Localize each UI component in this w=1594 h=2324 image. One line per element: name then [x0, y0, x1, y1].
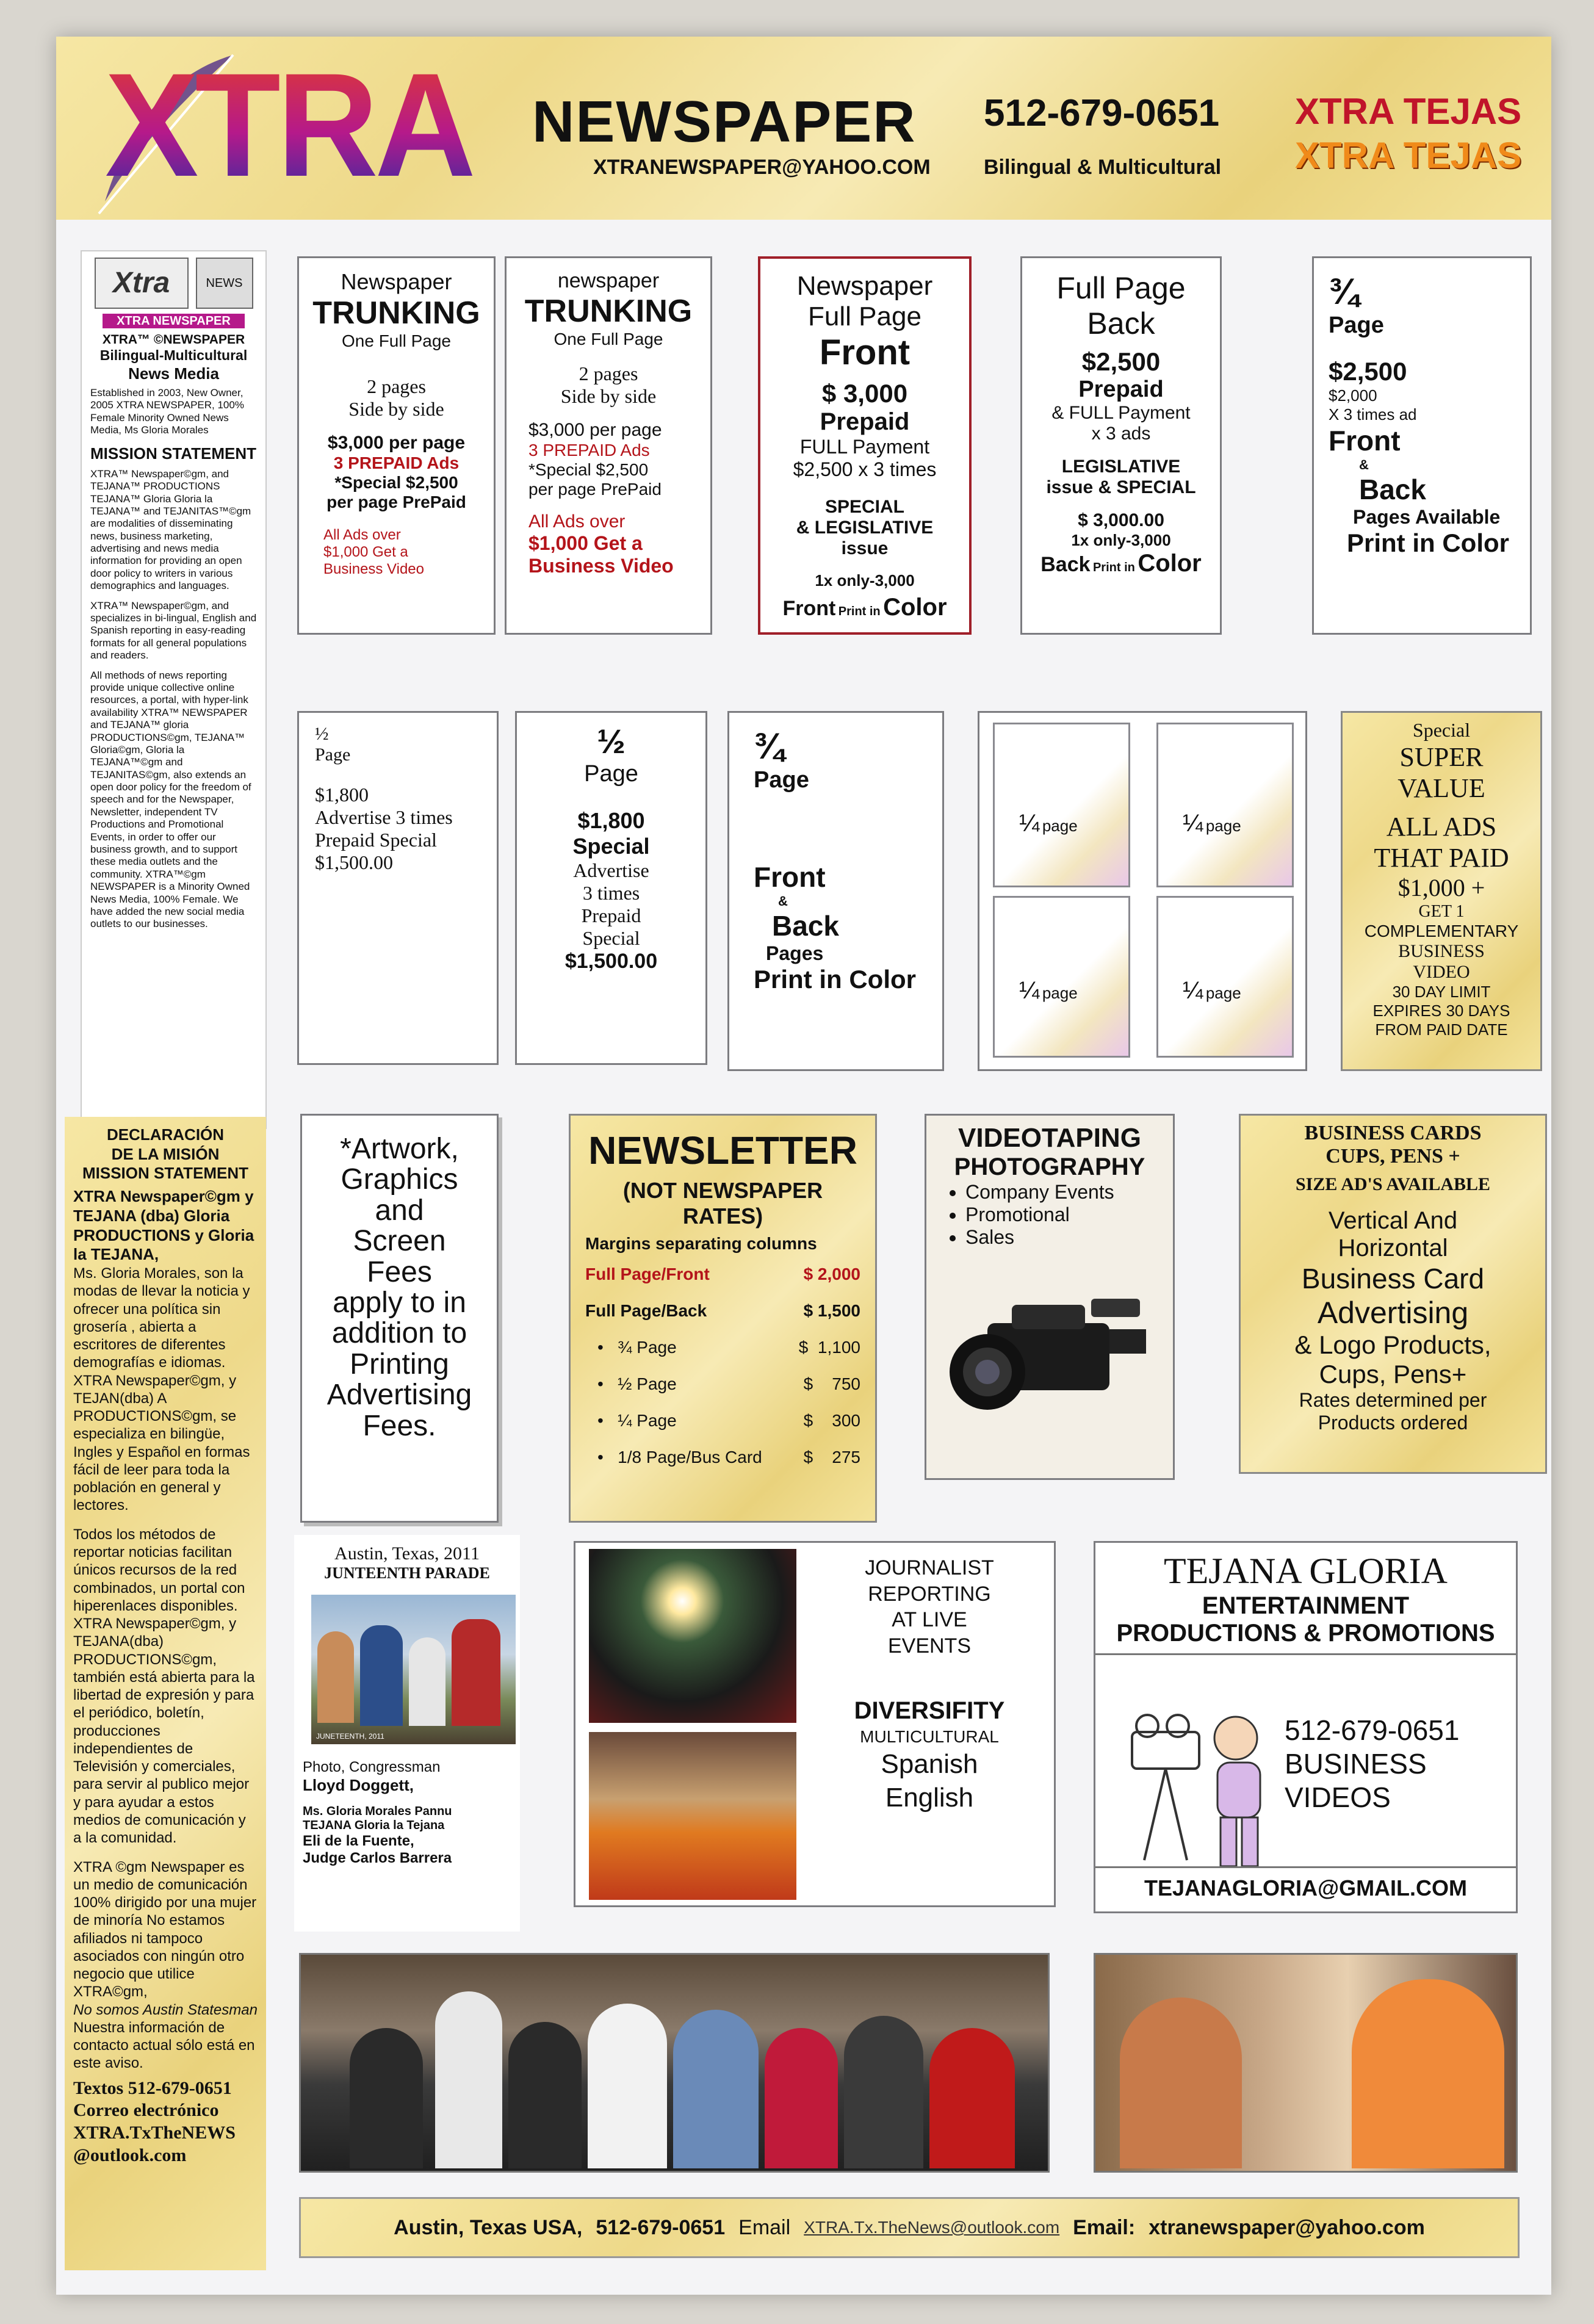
quarter-page-grid [978, 711, 1307, 1071]
front-prepaid: Prepaid [820, 408, 910, 435]
trunking-2-over: All Ads over [528, 511, 626, 532]
trunking-2-video: Business Video [528, 555, 674, 577]
super-that-paid: THAT PAID [1374, 843, 1509, 873]
concert-photo [589, 1549, 796, 1723]
footer-yahoo-email[interactable]: xtranewspaper@yahoo.com [1149, 2215, 1425, 2239]
spanish-para-2: Todos los métodos de reportar noticias facilitan únicos recursos de la red combinados, un portal con hiperenlaces disponibles. XTRA Newspaper©gm, y TEJANA(dba) PRODUCTIONS©gm, también está abierta para la libertad de expresión y para el periódico, boletín, producciones independientes de Televisión y comerciales, para servir al publico mejor y para ayudar a estos medios de comunicación y a la comunidad. [73, 1526, 255, 1847]
quarter-2-fraction: ¼ [1183, 810, 1203, 837]
artwork-line-9: Advertising [326, 1379, 472, 1412]
three-q-page: Page [1329, 312, 1384, 338]
declaracion-title-2: DE LA MISIÓN [111, 1144, 220, 1163]
half-2-special: Special [572, 834, 650, 859]
quarter-1-label: page [1042, 817, 1078, 835]
video-item-promotional: • Promotional [965, 1204, 1162, 1226]
back-times: x 3 ads [1091, 424, 1151, 444]
cards-products: Products ordered [1318, 1412, 1468, 1434]
super-special: Special [1412, 719, 1471, 741]
back-label-2: Back [1087, 306, 1155, 341]
junteenth-parade [294, 1535, 520, 1932]
three-q-available: Pages Available [1353, 506, 1501, 528]
front-issue: issue [841, 538, 889, 558]
back-label-1: Full Page [1056, 271, 1186, 305]
half-1-special-price: $1,500.00 [315, 851, 393, 873]
sidebar-intro: Established in 2003, New Owner, 2005 XTRA NEWSPAPER, 100% Female Minority Owned News Media, Ms Gloria Morales [90, 386, 244, 436]
trunking-1-over: All Ads over [323, 527, 401, 543]
three-q-print: Print in Color [1347, 529, 1509, 557]
tejana-gloria-box [1094, 1541, 1518, 1913]
contact-email-2: @outlook.com [73, 2145, 187, 2165]
junteenth-photo [311, 1595, 516, 1744]
mission-sidebar [81, 250, 267, 1129]
quarter-3-fraction: ¼ [1019, 977, 1040, 1004]
three-q-price: $2,500 [1329, 357, 1407, 386]
sidebar-banner: XTRA NEWSPAPER [103, 314, 245, 328]
journalist-english: English [885, 1783, 974, 1813]
half-1-price: $1,800 [315, 784, 369, 806]
cards-business-card: Business Card [1301, 1263, 1485, 1294]
super-complementary: COMPLEMENTARY [1364, 922, 1519, 940]
tejana-videos: VIDEOS [1285, 1781, 1391, 1814]
trunking-1-special: *Special $2,500 [334, 473, 458, 492]
junteenth-caption-3: Ms. Gloria Morales Pannu [303, 1805, 452, 1818]
journalist-line-1: JOURNALIST [865, 1556, 994, 1579]
super-expires: EXPIRES 30 DAYS [1372, 1001, 1510, 1020]
spanish-bold-intro: XTRA Newspaper©gm y TEJANA (dba) Gloria PRODUCTIONS y Gloria la TEJANA, [73, 1187, 254, 1264]
journalist-spanish: Spanish [881, 1749, 978, 1779]
half-1-special: Prepaid Special [315, 829, 437, 851]
tejana-email: TEJANAGLORIA@GMAIL.COM [1095, 1866, 1516, 1901]
news-thumbnail: NEWS [196, 258, 253, 309]
newsletter-row-half: • ½ Page $ 750 [597, 1374, 860, 1393]
junteenth-caption-5: Eli de la Fuente, [303, 1833, 414, 1849]
trunking-2-prepaid: 3 PREPAID Ads [528, 441, 650, 460]
footer-email-label: Email [738, 2215, 791, 2239]
junteenth-year: Austin, Texas, 2011 [334, 1543, 480, 1564]
trunking-1-price: $3,000 per page [327, 433, 466, 453]
three-q2-amp: & [778, 893, 788, 909]
trunking-2-title: TRUNKING [524, 294, 693, 329]
sidebar-para-2: XTRA™ Newspaper©gm, and specializes in bi-lingual, English and Spanish reporting in easy-reading formats for all general populations and readers. [90, 599, 257, 662]
journalist-diversity: DIVERSIFITY [854, 1697, 1005, 1724]
trunking-2-price: $3,000 per page [528, 420, 662, 440]
artwork-line-7: addition to [331, 1317, 467, 1350]
front-once: 1x only-3,000 [815, 571, 915, 590]
quarter-4-fraction: ¼ [1183, 977, 1203, 1004]
back-once: 1x only-3,000 [1071, 531, 1171, 549]
artwork-line-5: Fees [367, 1255, 432, 1288]
three-q2-pages: Pages [766, 942, 824, 964]
footer-outlook-email[interactable]: XTRA.Tx.TheNews@outlook.com [804, 2218, 1060, 2237]
three-q-price-2: $2,000 [1329, 386, 1377, 405]
videotaping-box [925, 1114, 1175, 1480]
trunking-1-sub: One Full Page [342, 331, 451, 350]
trunking-2-label: newspaper [557, 269, 660, 292]
trunking-2-special: *Special $2,500 [528, 460, 649, 479]
artwork-line-1: *Artwork, [340, 1133, 459, 1165]
junteenth-caption-6: Judge Carlos Barrera [303, 1850, 452, 1866]
spanish-para-5: Nuestra información de contacto actual sólo está en este aviso. [73, 2019, 255, 2072]
trunking-1-prepaid: 3 PREPAID Ads [333, 453, 460, 472]
newsletter-margins: Margins separating columns [585, 1234, 817, 1253]
newsletter-subtitle: (NOT NEWSPAPER RATES) [622, 1178, 823, 1229]
quarter-1-fraction: ¼ [1019, 810, 1040, 837]
half-2-special-2: Special [582, 927, 640, 949]
junteenth-caption-1: Photo, Congressman [303, 1759, 441, 1775]
three-q2-fraction: ¾ [754, 726, 785, 767]
front-special: SPECIAL [824, 497, 905, 517]
cameraman-icon [1120, 1708, 1285, 1872]
contact-email-label: Correo electrónico [73, 2100, 219, 2121]
half-2-times: 3 times [582, 882, 640, 904]
cards-advertising: Advertising [1317, 1296, 1469, 1330]
half-2-price: $1,800 [577, 808, 645, 833]
front-color: Color [883, 594, 947, 621]
quarter-page-4 [1156, 896, 1294, 1058]
video-title-2: PHOTOGRAPHY [954, 1153, 1145, 1180]
quarter-page-2 [1156, 723, 1294, 887]
two-women-photo [1094, 1953, 1518, 2173]
footer-city: Austin, Texas USA, [394, 2215, 583, 2239]
half-2-special-price: $1,500.00 [564, 950, 658, 973]
super-value-ad [1341, 711, 1542, 1071]
newsletter-row-eighth: • 1/8 Page/Bus Card $ 275 [597, 1448, 860, 1467]
super-all-ads: ALL ADS [1386, 812, 1497, 842]
cards-title-2: CUPS, PENS + [1325, 1145, 1460, 1167]
journalist-line-2: REPORTING [868, 1582, 991, 1606]
journalist-line-4: EVENTS [887, 1634, 972, 1658]
spanish-para-3: XTRA ©gm Newspaper es un medio de comunicación 100% dirigido por una mujer de minoría No estamos afiliados ni tampoco asociados con ningún otro negocio que utilice XTRA©gm, [73, 1858, 257, 2001]
tejana-contact [1285, 1714, 1459, 1815]
header-tagline: Bilingual & Multicultural [984, 156, 1222, 179]
cards-rates: Rates determined per [1299, 1389, 1487, 1411]
flyer-sheet [56, 37, 1551, 2295]
group-photo [299, 1953, 1050, 2173]
back-special: issue & SPECIAL [1046, 477, 1196, 497]
cards-horizontal: Horizontal [1338, 1235, 1448, 1261]
ad-full-page-front [758, 256, 972, 635]
three-q-times: X 3 times ad [1329, 405, 1417, 424]
cards-sizes: SIZE AD'S AVAILABLE [1295, 1174, 1491, 1194]
newsletter-row-front: Full Page/Front $ 2,000 [585, 1265, 860, 1283]
three-q-back: Back [1359, 474, 1426, 505]
journalist-multicultural: MULTICULTURAL [860, 1727, 999, 1746]
junteenth-photo-tag: JUNETEENTH, 2011 [316, 1732, 384, 1741]
half-2-advertise: Advertise [573, 859, 649, 881]
half-2-fraction: ½ [597, 722, 626, 760]
monks-photo [589, 1732, 796, 1900]
video-item-sales: • Sales [965, 1226, 1162, 1249]
journalist-text [807, 1555, 1051, 1814]
back-color: Color [1138, 550, 1202, 577]
quarter-page-3 [993, 896, 1130, 1058]
three-q2-print: Print in Color [754, 965, 916, 994]
cards-title-1: BUSINESS CARDS [1304, 1122, 1482, 1144]
cards-logo: & Logo Products, [1294, 1330, 1491, 1359]
ad-trunking-2 [505, 256, 712, 635]
sidebar-para-1: XTRA™ Newspaper©gm, and TEJANA™ PRODUCTIONS TEJANA™ Gloria Gloria la TEJANA™ and TEJANITAS™©gm are modalities of disseminating news, business marketing, advertising and news media information for providing an open door policy to writers in various demographics and languages. [90, 467, 251, 592]
half-1-fraction: ½ [315, 724, 329, 744]
back-price-once: $ 3,000.00 [1078, 510, 1164, 530]
newsletter-row-three-quarter: • ¾ Page $ 1,100 [597, 1338, 860, 1357]
front-word: Front [782, 597, 836, 620]
front-price: $ 3,000 [821, 379, 908, 408]
tejana-phone: 512-679-0651 [1285, 1714, 1460, 1746]
trunking-2-sub: One Full Page [554, 330, 663, 348]
declaracion-title-1: DECLARACIÓN [106, 1125, 225, 1144]
sidebar-heading-3: News Media [128, 364, 219, 383]
front-label-2: Full Page [808, 301, 921, 331]
contact-text: Textos 512-679-0651 [73, 2077, 232, 2098]
trunking-1-video: Business Video [323, 561, 424, 577]
journalist-line-3: AT LIVE [892, 1608, 967, 1631]
video-camera-icon [945, 1286, 1158, 1439]
trunking-1-side: Side by side [348, 398, 444, 420]
footer-phone: 512-679-0651 [596, 2215, 726, 2239]
ad-three-quarter-page-2 [727, 711, 944, 1071]
ad-half-page-1 [297, 711, 499, 1065]
header-phone: 512-679-0651 [984, 92, 1220, 134]
back-price: $2,500 [1081, 347, 1161, 376]
spanish-para-4: No somos Austin Statesman [73, 2001, 258, 2018]
xtra-tejas-red: XTRA TEJAS [1295, 91, 1522, 132]
cards-cups: Cups, Pens+ [1319, 1360, 1467, 1388]
quarter-2-label: page [1205, 817, 1241, 835]
super-from-paid: FROM PAID DATE [1375, 1020, 1508, 1039]
trunking-2-pages: 2 pages [579, 363, 638, 384]
back-legislative: LEGISLATIVE [1061, 457, 1181, 477]
artwork-line-10: Fees. [362, 1409, 436, 1442]
front-title: Front [819, 333, 911, 372]
cards-vertical: Vertical And [1328, 1207, 1458, 1234]
half-1-advertise: Advertise 3 times [315, 806, 453, 828]
trunking-2-get: $1,000 Get a [528, 532, 643, 554]
artwork-fees-box [300, 1114, 499, 1523]
trunking-1-get: $1,000 Get a [323, 544, 408, 560]
front-legislative: & LEGISLATIVE [796, 518, 934, 538]
ad-trunking-1 [297, 256, 496, 635]
super-value: VALUE [1397, 773, 1485, 803]
business-cards-ad [1239, 1114, 1547, 1474]
junteenth-title: JUNTEENTH PARADE [324, 1564, 490, 1582]
header-title: NEWSPAPER [532, 89, 917, 154]
back-print-in: Print in [1092, 561, 1135, 574]
tejana-title: TEJANA GLORIA [1164, 1551, 1448, 1591]
trunking-1-label: Newspaper [341, 269, 452, 294]
newsletter-rates [569, 1114, 877, 1523]
trunking-1-title: TRUNKING [312, 295, 480, 331]
video-item-events: • Company Events [965, 1181, 1162, 1204]
three-q-fraction: ¾ [1329, 271, 1360, 312]
xtra-thumbnail: Xtra [95, 258, 189, 309]
newsletter-title: NEWSLETTER [588, 1128, 857, 1172]
spanish-para-1: Ms. Gloria Morales, son la modas de llevar la noticia y ofrecer una política sin grosería , abierta a escritores de diferentes demografías e idiomas. XTRA Newspaper©gm, y TEJAN(dba) A PRODUCTIONS©gm, se especializa en bilingüe, Ingles y Español en formas fácil de leer para toda la población en general y lectores. [73, 1265, 250, 1514]
three-q-front: Front [1329, 425, 1401, 457]
artwork-line-3: and [375, 1194, 424, 1227]
xtra-logo: XTRA [105, 42, 473, 208]
artwork-line-6: apply to in [333, 1286, 466, 1319]
trunking-2-perpage: per page PrePaid [528, 480, 662, 499]
quarter-3-label: page [1042, 984, 1078, 1002]
junteenth-caption-2: Lloyd Doggett, [303, 1776, 414, 1794]
header-email: XTRANEWSPAPER@YAHOO.COM [593, 156, 931, 179]
three-q-amp: & [1359, 457, 1369, 472]
ad-half-page-2 [515, 711, 707, 1065]
artwork-line-8: Printing [350, 1348, 449, 1380]
sidebar-heading-2: Bilingual-Multicultural [99, 347, 248, 364]
artwork-line-4: Screen [353, 1225, 446, 1258]
super-limit: 30 DAY LIMIT [1392, 983, 1491, 1001]
xtra-tejas-orange: XTRA TEJAS [1295, 135, 1522, 176]
sidebar-para-3: All methods of news reporting provide unique collective online resources, a portal, with hyper-link availability XTRA™ NEWSPAPER and TEJANA™ gloria PRODUCTIONS©gm, TEJANA™ Gloria©gm, Gloria la TEJANA™©gm and TEJANITAS©gm, also extends an open door policy for the freedom of speech and for the Newspaper, Newsletter, independent TV Productions and Promotional Events, in order to offer our business growth, and to support these media outlets and the community. XTRA™©gm NEWSPAPER is a Minority Owned News Media, 100% Female. We have added the new social media outlets to our businesses. [90, 669, 251, 930]
declaracion-title-3: MISSION STATEMENT [82, 1164, 249, 1183]
half-1-page: Page [315, 745, 351, 765]
footer-bar [299, 2197, 1520, 2258]
three-q2-back: Back [772, 910, 839, 942]
mission-title: MISSION STATEMENT [90, 444, 257, 463]
tejana-entertainment: ENTERTAINMENT [1202, 1592, 1410, 1619]
video-title-1: VIDEOTAPING [958, 1123, 1141, 1153]
quarter-4-label: page [1205, 984, 1241, 1002]
tejana-productions: PRODUCTIONS & PROMOTIONS [1116, 1620, 1495, 1647]
ad-three-quarter-page [1312, 256, 1532, 635]
back-prepaid: Prepaid [1078, 377, 1164, 402]
newsletter-row-quarter: • ¼ Page $ 300 [597, 1411, 860, 1430]
back-full-payment: & FULL Payment [1051, 403, 1191, 423]
front-print-in: Print in [838, 605, 881, 618]
three-q2-front: Front [754, 861, 826, 893]
trunking-2-side: Side by side [560, 385, 657, 407]
sidebar-heading-1: XTRA™ ©NEWSPAPER [102, 333, 245, 347]
header-banner [56, 37, 1551, 220]
trunking-1-pages: 2 pages [367, 375, 426, 397]
ad-full-page-back [1020, 256, 1222, 635]
artwork-line-2: Graphics [341, 1163, 458, 1196]
junteenth-caption-4: TEJANA Gloria la Tejana [303, 1819, 445, 1832]
trunking-1-perpage: per page PrePaid [326, 493, 466, 511]
front-times: $2,500 x 3 times [793, 458, 937, 480]
front-full-payment: FULL Payment [799, 436, 930, 458]
half-2-prepaid: Prepaid [581, 904, 641, 926]
newsletter-row-back: Full Page/Back $ 1,500 [585, 1301, 860, 1320]
journalist-box [574, 1541, 1056, 1907]
tejana-business: BUSINESS [1285, 1748, 1427, 1780]
super-video: VIDEO [1413, 962, 1470, 982]
back-word: Back [1040, 553, 1091, 576]
super-super: SUPER [1399, 742, 1484, 772]
footer-email2-label: Email: [1073, 2215, 1136, 2239]
contact-email-1: XTRA.TxTheNEWS [73, 2122, 236, 2143]
quarter-page-1 [993, 723, 1130, 887]
super-amount: $1,000 + [1397, 874, 1485, 901]
super-business: BUSINESS [1398, 941, 1485, 961]
super-get-1: GET 1 [1418, 902, 1465, 921]
three-q2-page: Page [754, 767, 809, 793]
spanish-mission-column [65, 1117, 266, 2270]
half-2-page: Page [584, 761, 638, 787]
front-label-1: Newspaper [796, 271, 933, 301]
